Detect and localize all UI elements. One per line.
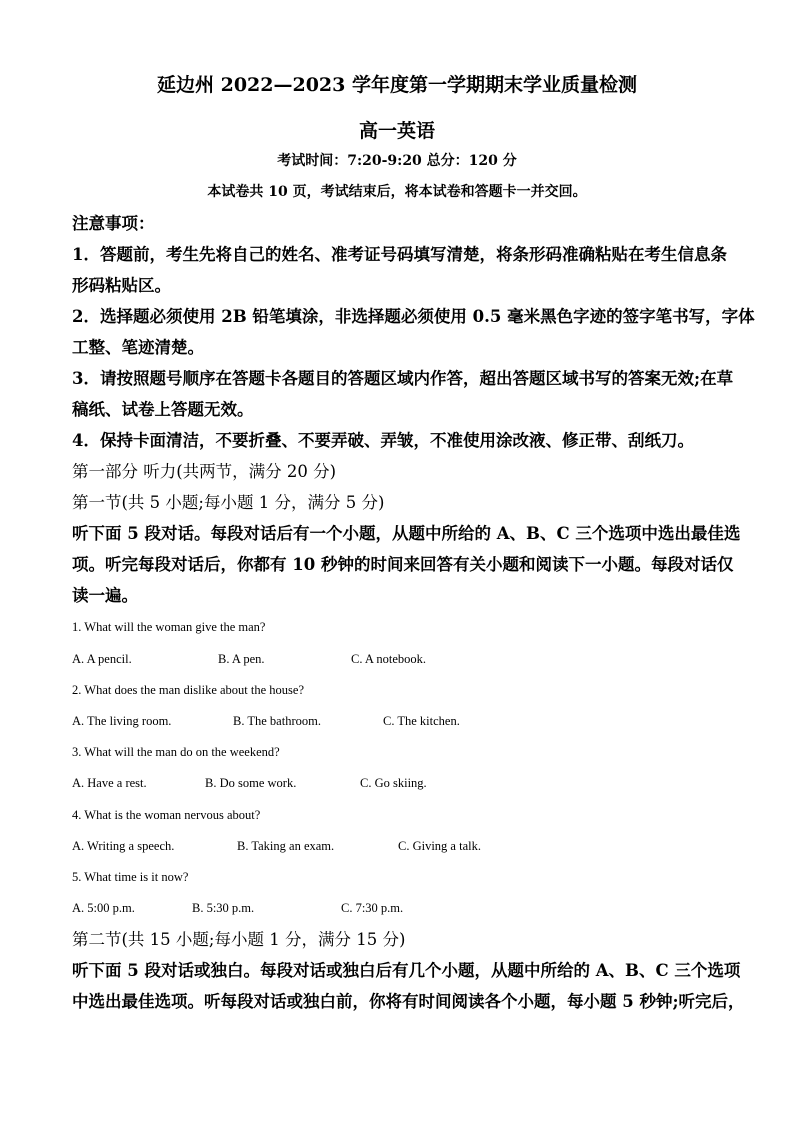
q3-option-a: A. Have a rest. xyxy=(72,776,147,790)
q1-option-c: C. A notebook. xyxy=(351,652,427,666)
q5-option-b: B. 5:30 p.m. xyxy=(192,901,255,915)
q2-option-c: C. The kitchen. xyxy=(383,714,460,728)
question-3: 3. What will the man do on the weekend? xyxy=(72,745,280,759)
q4-option-c: C. Giving a talk. xyxy=(398,839,481,853)
q4-option-b: B. Taking an exam. xyxy=(237,839,335,853)
section1-instruction-line-3: 读一遍。 xyxy=(72,586,138,605)
exam-time-score: 考试时间：7:20-9:20 总分：120 分 xyxy=(277,153,517,169)
notice-item-4: 4．保持卡面清洁，不要折叠、不要弄破、弄皱，不准使用涂改液、修正带、刮纸刀。 xyxy=(72,431,694,450)
subject-title: 高一英语 xyxy=(358,120,435,142)
section1-instruction-line-2: 项。听完每段对话后，你都有 10 秒钟的时间来回答有关小题和阅读下一小题。每段对话仅 xyxy=(72,555,734,574)
section2-title: 第二节(共 15 小题;每小题 1 分，满分 15 分) xyxy=(72,930,406,949)
q1-option-b: B. A pen. xyxy=(218,652,265,666)
exam-title: 延边州 2022—2023 学年度第一学期期末学业质量检测 xyxy=(157,74,637,96)
notice-item-2-line-2: 工整、笔迹清楚。 xyxy=(72,338,204,357)
q5-option-c: C. 7:30 p.m. xyxy=(341,901,404,915)
q5-option-a: A. 5:00 p.m. xyxy=(72,901,135,915)
question-4: 4. What is the woman nervous about? xyxy=(72,808,261,822)
q4-option-a: A. Writing a speech. xyxy=(72,839,175,853)
pages-note: 本试卷共 10 页，考试结束后，将本试卷和答题卡一并交回。 xyxy=(207,184,587,200)
notice-heading: 注意事项： xyxy=(72,214,155,233)
section1-instruction-line-1: 听下面 5 段对话。每段对话后有一个小题，从题中所给的 A、B、C 三个选项中选出最佳选 xyxy=(72,524,741,543)
notice-item-3-line-1: 3．请按照题号顺序在答题卡各题目的答题区域内作答，超出答题区域书写的答案无效;在草 xyxy=(72,369,734,388)
q2-option-b: B. The bathroom. xyxy=(233,714,321,728)
notice-item-3-line-2: 稿纸、试卷上答题无效。 xyxy=(72,400,254,419)
section1-title: 第一节(共 5 小题;每小题 1 分，满分 5 分) xyxy=(72,493,385,512)
notice-item-2-line-1: 2．选择题必须使用 2B 铅笔填涂，非选择题必须使用 0.5 毫米黑色字迹的签字笔书写，字体 xyxy=(72,307,755,326)
q1-option-a: A. A pencil. xyxy=(72,652,132,666)
q2-option-a: A. The living room. xyxy=(72,714,172,728)
q3-option-c: C. Go skiing. xyxy=(360,776,427,790)
question-2: 2. What does the man dislike about the house? xyxy=(72,683,305,697)
section2-instruction-line-1: 听下面 5 段对话或独白。每段对话或独白后有几个小题，从题中所给的 A、B、C 三个选项 xyxy=(72,961,741,980)
question-5: 5. What time is it now? xyxy=(72,870,189,884)
section2-instruction-line-2: 中选出最佳选项。听每段对话或独白前，你将有时间阅读各个小题，每小题 5 秒钟;听完后， xyxy=(72,992,745,1011)
part1-title: 第一部分 听力(共两节，满分 20 分) xyxy=(72,462,337,481)
q3-option-b: B. Do some work. xyxy=(205,776,297,790)
question-1: 1. What will the woman give the man? xyxy=(72,620,266,634)
notice-item-1-line-1: 1．答题前，考生先将自己的姓名、准考证号码填写清楚，将条形码准确粘贴在考生信息条 xyxy=(72,245,727,264)
notice-item-1-line-2: 形码粘贴区。 xyxy=(72,276,171,295)
